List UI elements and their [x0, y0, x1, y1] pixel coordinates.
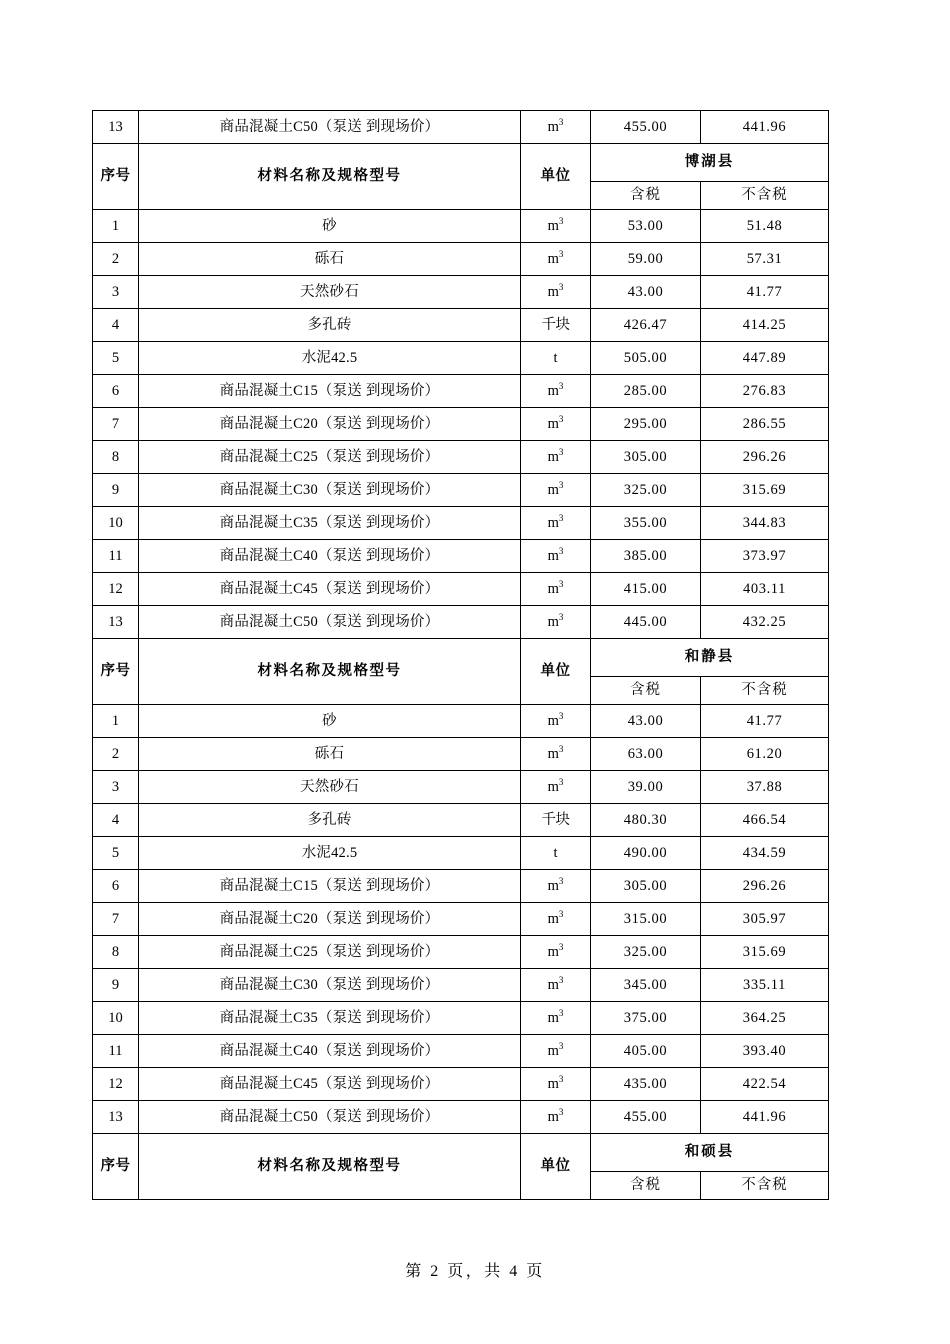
cell-tax-included: 480.30	[591, 804, 701, 837]
header-tax-included: 含税	[591, 677, 701, 705]
cell-material-name: 水泥42.5	[139, 837, 521, 870]
header-tax-excluded: 不含税	[701, 1172, 829, 1200]
header-index: 序号	[93, 639, 139, 705]
cell-material-name: 砾石	[139, 243, 521, 276]
header-material-name: 材料名称及规格型号	[139, 144, 521, 210]
cell-tax-excluded: 422.54	[701, 1068, 829, 1101]
cell-tax-excluded: 41.77	[701, 276, 829, 309]
cell-tax-included: 345.00	[591, 969, 701, 1002]
cell-tax-excluded: 57.31	[701, 243, 829, 276]
cell-unit: $m^3$	[521, 969, 591, 1002]
table-row	[93, 375, 829, 408]
cell-index: 7	[93, 903, 139, 936]
cell-material-name: 商品混凝土C40（泵送 到现场价）	[139, 540, 521, 573]
cell-tax-included: 39.00	[591, 771, 701, 804]
header-region-name: 和硕县	[591, 1134, 829, 1172]
table-row	[93, 111, 829, 144]
cell-unit: $m^3$	[521, 507, 591, 540]
cell-index: 6	[93, 870, 139, 903]
cell-tax-included: 63.00	[591, 738, 701, 771]
cell-index: 13	[93, 111, 139, 144]
header-unit: 单位	[521, 639, 591, 705]
cell-material-name: 商品混凝土C45（泵送 到现场价）	[139, 1068, 521, 1101]
header-tax-excluded: 不含税	[701, 677, 829, 705]
table-row	[93, 1002, 829, 1035]
cell-unit: $m^3$	[521, 903, 591, 936]
cell-tax-included: 405.00	[591, 1035, 701, 1068]
cell-index: 9	[93, 474, 139, 507]
cell-tax-excluded: 441.96	[701, 1101, 829, 1134]
cell-tax-included: 505.00	[591, 342, 701, 375]
cell-unit: 千块	[521, 804, 591, 837]
cell-unit: $m^3$	[521, 573, 591, 606]
header-region-name: 博湖县	[591, 144, 829, 182]
cell-material-name: 商品混凝土C15（泵送 到现场价）	[139, 375, 521, 408]
cell-tax-included: 445.00	[591, 606, 701, 639]
section-header-row	[93, 639, 829, 677]
table-row	[93, 408, 829, 441]
cell-material-name: 砾石	[139, 738, 521, 771]
cell-tax-included: 415.00	[591, 573, 701, 606]
cell-tax-excluded: 466.54	[701, 804, 829, 837]
cell-tax-included: 355.00	[591, 507, 701, 540]
cell-tax-excluded: 403.11	[701, 573, 829, 606]
cell-tax-included: 385.00	[591, 540, 701, 573]
cell-material-name: 商品混凝土C20（泵送 到现场价）	[139, 903, 521, 936]
table-row	[93, 606, 829, 639]
cell-material-name: 商品混凝土C15（泵送 到现场价）	[139, 870, 521, 903]
table-row	[93, 1068, 829, 1101]
cell-tax-excluded: 61.20	[701, 738, 829, 771]
header-tax-included: 含税	[591, 1172, 701, 1200]
cell-index: 11	[93, 1035, 139, 1068]
cell-tax-excluded: 364.25	[701, 1002, 829, 1035]
cell-tax-included: 455.00	[591, 1101, 701, 1134]
cell-material-name: 商品混凝土C50（泵送 到现场价）	[139, 606, 521, 639]
cell-index: 5	[93, 342, 139, 375]
table-row	[93, 474, 829, 507]
cell-index: 12	[93, 1068, 139, 1101]
cell-tax-excluded: 414.25	[701, 309, 829, 342]
cell-material-name: 商品混凝土C50（泵送 到现场价）	[139, 1101, 521, 1134]
header-unit: 单位	[521, 144, 591, 210]
header-index: 序号	[93, 1134, 139, 1200]
cell-tax-excluded: 393.40	[701, 1035, 829, 1068]
header-unit: 单位	[521, 1134, 591, 1200]
cell-index: 6	[93, 375, 139, 408]
cell-index: 2	[93, 243, 139, 276]
section-header-row	[93, 144, 829, 182]
cell-tax-excluded: 373.97	[701, 540, 829, 573]
cell-index: 10	[93, 507, 139, 540]
table-row	[93, 804, 829, 837]
cell-index: 9	[93, 969, 139, 1002]
cell-material-name: 商品混凝土C25（泵送 到现场价）	[139, 441, 521, 474]
header-tax-included: 含税	[591, 182, 701, 210]
cell-material-name: 砂	[139, 210, 521, 243]
cell-tax-excluded: 296.26	[701, 441, 829, 474]
cell-index: 7	[93, 408, 139, 441]
cell-index: 3	[93, 771, 139, 804]
cell-tax-included: 325.00	[591, 474, 701, 507]
cell-tax-included: 305.00	[591, 441, 701, 474]
cell-index: 11	[93, 540, 139, 573]
cell-material-name: 商品混凝土C40（泵送 到现场价）	[139, 1035, 521, 1068]
table-row	[93, 705, 829, 738]
header-tax-excluded: 不含税	[701, 182, 829, 210]
header-index: 序号	[93, 144, 139, 210]
cell-tax-excluded: 434.59	[701, 837, 829, 870]
cell-tax-included: 285.00	[591, 375, 701, 408]
cell-index: 10	[93, 1002, 139, 1035]
cell-tax-included: 375.00	[591, 1002, 701, 1035]
cell-material-name: 商品混凝土C35（泵送 到现场价）	[139, 1002, 521, 1035]
cell-unit: $m^3$	[521, 441, 591, 474]
cell-unit: $m^3$	[521, 1035, 591, 1068]
material-price-table	[92, 110, 829, 1200]
cell-tax-included: 455.00	[591, 111, 701, 144]
table-row	[93, 969, 829, 1002]
table-row	[93, 210, 829, 243]
table-row	[93, 1035, 829, 1068]
cell-tax-included: 426.47	[591, 309, 701, 342]
cell-tax-excluded: 432.25	[701, 606, 829, 639]
cell-unit: $m^3$	[521, 771, 591, 804]
cell-material-name: 商品混凝土C25（泵送 到现场价）	[139, 936, 521, 969]
cell-unit: $m^3$	[521, 738, 591, 771]
cell-index: 12	[93, 573, 139, 606]
cell-index: 1	[93, 210, 139, 243]
table-row	[93, 309, 829, 342]
cell-material-name: 多孔砖	[139, 804, 521, 837]
table-row	[93, 243, 829, 276]
cell-unit: $m^3$	[521, 474, 591, 507]
cell-tax-included: 59.00	[591, 243, 701, 276]
cell-tax-excluded: 305.97	[701, 903, 829, 936]
cell-tax-excluded: 41.77	[701, 705, 829, 738]
table-row	[93, 936, 829, 969]
table-row	[93, 837, 829, 870]
cell-tax-included: 315.00	[591, 903, 701, 936]
cell-tax-excluded: 286.55	[701, 408, 829, 441]
cell-unit: $m^3$	[521, 276, 591, 309]
cell-tax-excluded: 335.11	[701, 969, 829, 1002]
cell-unit: t	[521, 342, 591, 375]
cell-index: 5	[93, 837, 139, 870]
table-row	[93, 573, 829, 606]
cell-material-name: 天然砂石	[139, 771, 521, 804]
cell-material-name: 商品混凝土C35（泵送 到现场价）	[139, 507, 521, 540]
cell-tax-excluded: 441.96	[701, 111, 829, 144]
table-body	[93, 111, 829, 1200]
cell-material-name: 多孔砖	[139, 309, 521, 342]
cell-tax-excluded: 296.26	[701, 870, 829, 903]
cell-material-name: 水泥42.5	[139, 342, 521, 375]
cell-tax-included: 295.00	[591, 408, 701, 441]
cell-index: 1	[93, 705, 139, 738]
cell-unit: $m^3$	[521, 1068, 591, 1101]
cell-unit: 千块	[521, 309, 591, 342]
table-row	[93, 342, 829, 375]
table-row	[93, 507, 829, 540]
cell-unit: $m^3$	[521, 375, 591, 408]
cell-unit: $m^3$	[521, 408, 591, 441]
cell-unit: $m^3$	[521, 936, 591, 969]
cell-tax-excluded: 315.69	[701, 936, 829, 969]
table-row	[93, 540, 829, 573]
cell-unit: t	[521, 837, 591, 870]
cell-material-name: 砂	[139, 705, 521, 738]
cell-tax-excluded: 51.48	[701, 210, 829, 243]
cell-unit: $m^3$	[521, 540, 591, 573]
cell-tax-included: 490.00	[591, 837, 701, 870]
cell-unit: $m^3$	[521, 1101, 591, 1134]
cell-index: 3	[93, 276, 139, 309]
cell-tax-excluded: 276.83	[701, 375, 829, 408]
cell-tax-excluded: 447.89	[701, 342, 829, 375]
table-row	[93, 276, 829, 309]
cell-material-name: 商品混凝土C45（泵送 到现场价）	[139, 573, 521, 606]
cell-index: 4	[93, 309, 139, 342]
cell-tax-included: 305.00	[591, 870, 701, 903]
cell-unit: $m^3$	[521, 243, 591, 276]
cell-index: 2	[93, 738, 139, 771]
header-region-name: 和静县	[591, 639, 829, 677]
cell-tax-included: 43.00	[591, 276, 701, 309]
cell-index: 13	[93, 606, 139, 639]
cell-index: 8	[93, 936, 139, 969]
cell-material-name: 商品混凝土C20（泵送 到现场价）	[139, 408, 521, 441]
cell-unit: $m^3$	[521, 111, 591, 144]
cell-tax-excluded: 344.83	[701, 507, 829, 540]
cell-unit: $m^3$	[521, 606, 591, 639]
table-row	[93, 1101, 829, 1134]
cell-index: 4	[93, 804, 139, 837]
table-row	[93, 441, 829, 474]
table-row	[93, 738, 829, 771]
cell-tax-included: 325.00	[591, 936, 701, 969]
cell-tax-included: 53.00	[591, 210, 701, 243]
cell-index: 8	[93, 441, 139, 474]
table-row	[93, 771, 829, 804]
cell-material-name: 商品混凝土C30（泵送 到现场价）	[139, 969, 521, 1002]
header-material-name: 材料名称及规格型号	[139, 639, 521, 705]
cell-index: 13	[93, 1101, 139, 1134]
cell-material-name: 商品混凝土C30（泵送 到现场价）	[139, 474, 521, 507]
cell-unit: $m^3$	[521, 1002, 591, 1035]
cell-tax-excluded: 315.69	[701, 474, 829, 507]
table-row	[93, 903, 829, 936]
cell-material-name: 天然砂石	[139, 276, 521, 309]
cell-tax-included: 43.00	[591, 705, 701, 738]
cell-unit: $m^3$	[521, 705, 591, 738]
cell-unit: $m^3$	[521, 210, 591, 243]
page-footer: 第 2 页，共 4 页	[405, 1263, 545, 1280]
cell-material-name: 商品混凝土C50（泵送 到现场价）	[139, 111, 521, 144]
section-header-row	[93, 1134, 829, 1172]
cell-unit: $m^3$	[521, 870, 591, 903]
header-material-name: 材料名称及规格型号	[139, 1134, 521, 1200]
table-row	[93, 870, 829, 903]
cell-tax-included: 435.00	[591, 1068, 701, 1101]
cell-tax-excluded: 37.88	[701, 771, 829, 804]
